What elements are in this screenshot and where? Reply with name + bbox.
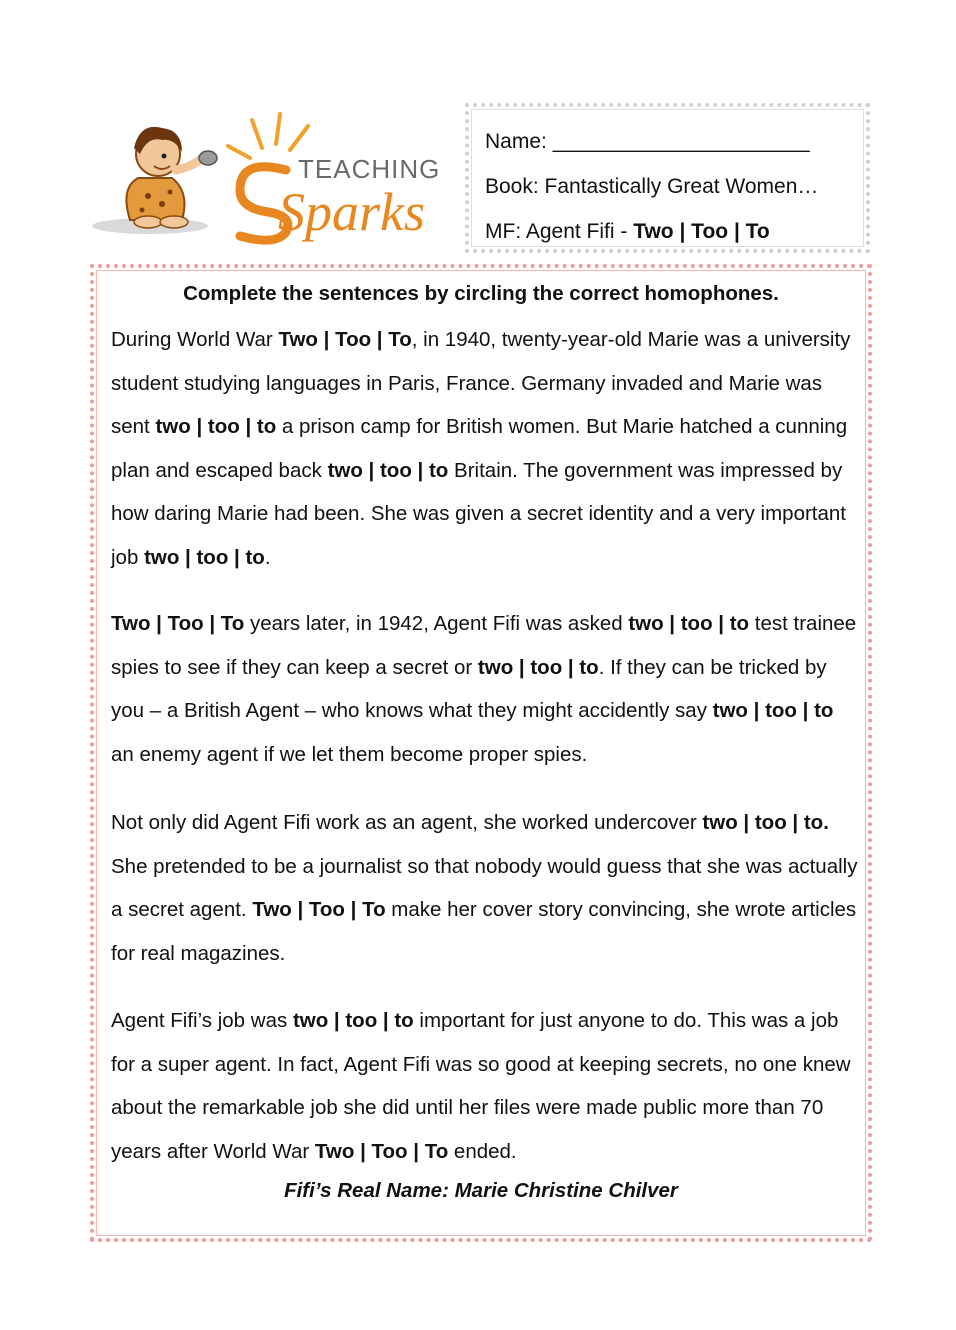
logo-teaching-text: TEACHING — [298, 154, 441, 184]
paragraph-2 — [111, 602, 861, 776]
homophone-choice[interactable]: Two | Too | To — [252, 898, 386, 922]
text-span: a prison camp for British women. But Marie hatched a cunning plan and escaped back — [111, 415, 848, 482]
worksheet-box — [90, 264, 872, 1242]
homophone-choice[interactable]: two | too | to — [477, 655, 599, 679]
real-name-line: Fifi’s Real Name: Marie Christine Chilver — [284, 1179, 678, 1202]
teaching-sparks-logo — [90, 108, 450, 248]
text-span: . — [264, 545, 271, 569]
text-span: an enemy agent if we let them become proper spies. — [111, 742, 588, 766]
mf-homophones: Two | Too | To — [633, 220, 770, 243]
mf-line — [485, 209, 866, 254]
homophone-choice[interactable]: Two | Too | To — [314, 1139, 449, 1163]
homophone-choice[interactable]: two | too | to. — [702, 811, 829, 834]
text-span: important for just anyone to do. This was a job for a super agent. In fact, Agent Fifi was so good at keeping secrets, no one knew about the remarkable job she did until her files were made public more than 70 years after World War — [111, 1009, 851, 1163]
text-span: make her cover story convincing, she wrote articles for real magazines. — [111, 898, 857, 965]
homophone-choice[interactable]: two | too | to — [628, 612, 750, 635]
paragraph-3 — [111, 801, 861, 975]
text-span: . If they can be tricked by you – a British Agent – who knows what they might accidently say — [111, 655, 827, 723]
paragraph-4 — [111, 999, 861, 1173]
text-span: years later, in 1942, Agent Fifi was asked — [244, 612, 629, 635]
text-span: ended. — [448, 1139, 517, 1163]
text-span: Not only did Agent Fifi work as an agent, she worked undercover — [111, 811, 703, 834]
homophone-choice[interactable]: two | too | to — [327, 458, 449, 482]
text-span: test trainee spies to see if they can keep a secret or — [111, 612, 857, 679]
text-span: , in 1940, twenty-year-old Marie was a university student studying languages in Paris, France. Germany invaded and Marie was sent — [111, 328, 851, 439]
book-line: Book: Fantastically Great Women… — [485, 175, 819, 198]
text-span: Britain. The government was impressed by how daring Marie had been. She was given a secret identity and a very important job — [111, 458, 846, 569]
mf-prefix: MF: Agent Fifi - — [485, 220, 634, 243]
worksheet-heading: Complete the sentences by circling the correct homophones. — [183, 282, 779, 305]
name-line — [485, 119, 866, 164]
paragraph-1 — [111, 318, 861, 580]
text-span: She pretended to be a journalist so that nobody would guess that she was actually a secret agent. — [111, 854, 858, 922]
student-info-box — [465, 103, 870, 253]
caveman-mascot-icon — [90, 108, 450, 248]
homophone-choice[interactable]: Two | Too | To — [278, 328, 412, 351]
logo-sparks-text: Sparks — [278, 182, 425, 242]
name-label: Name: — [485, 130, 547, 153]
homophone-choice[interactable]: two | too | to — [144, 545, 265, 569]
text-span: Agent Fifi’s job was — [111, 1009, 293, 1032]
text-span: During World War — [111, 328, 279, 351]
homophone-choice[interactable]: Two | Too | To — [111, 612, 245, 635]
homophone-choice[interactable]: two | too | to — [155, 415, 277, 439]
homophone-choice[interactable]: two | too | to — [712, 699, 834, 723]
homophone-choice[interactable]: two | too | to — [292, 1009, 414, 1032]
name-blank[interactable]: ______________________ — [552, 130, 810, 153]
